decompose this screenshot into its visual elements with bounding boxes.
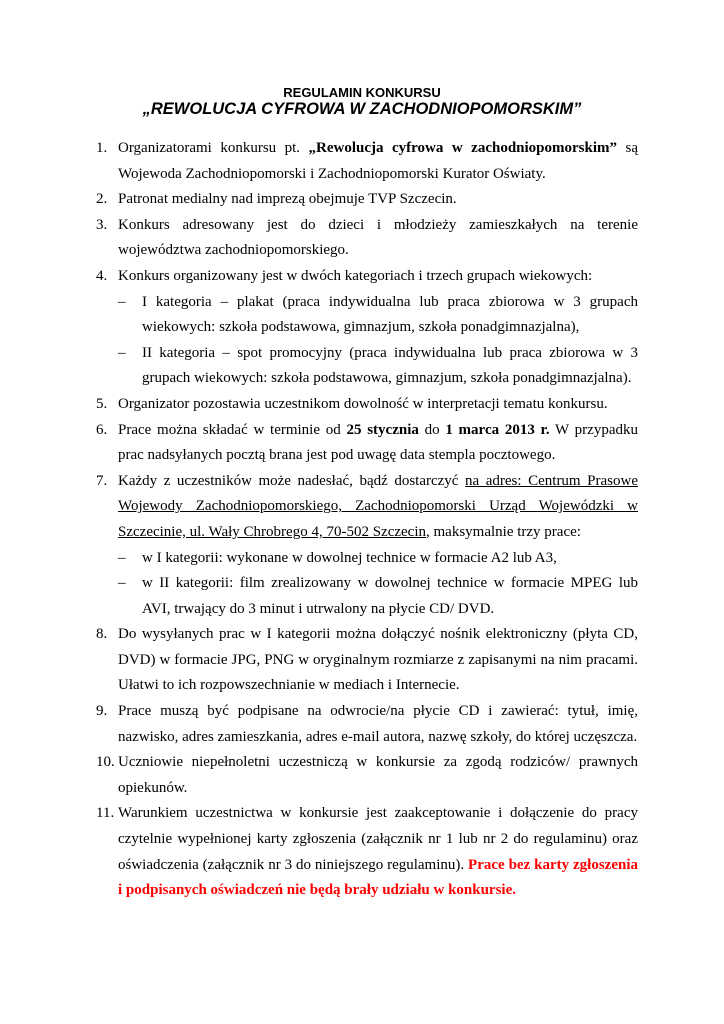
rule-number: 1. [96, 140, 108, 156]
document-subtitle: „REWOLUCJA CYFROWA W ZACHODNIOPOMORSKIM” [142, 100, 582, 118]
rule-text-part: Każdy z uczestników może nadesłać, bądź dostarczyć [118, 472, 466, 489]
rule-text-part: W przypadku prac nadsyłanych pocztą brana jest pod uwagę data stempla pocztowego. [118, 421, 638, 464]
rule-text-part: są Wojewoda Zachodniopomorski i Zachodniopomorski Kurator Oświaty. [118, 140, 639, 182]
rule-text [118, 136, 638, 187]
submission-address: na adres: Centrum Prasowe Wojewody Zachodniopomorskiego, Zachodniopomorski Urząd Wojewódzki w Szczecinie, ul. Wały Chrobrego 4, 70-502 Szczecin [118, 472, 638, 540]
sub-item [118, 290, 638, 341]
rule-text [118, 418, 638, 469]
sub-item-text: w I kategorii: wykonane w dowolnej technice w formacie A2 lub A3, [142, 549, 557, 566]
rule-text [118, 469, 638, 546]
sub-item [118, 341, 638, 392]
rule-text-part: Warunkiem uczestnictwa w konkursie jest zaakceptowanie i dołączenie do pracy czytelnie wypełnionej karty zgłoszenia (załącznik nr 1 lub nr 2 do regulaminu) oraz oświadczenia (załącznik nr 3 do niniejszego regulaminu). [118, 805, 638, 873]
dash-bullet: – [118, 344, 126, 361]
rule-number: 11. [96, 805, 115, 822]
rule-item [96, 392, 638, 418]
rule-item [96, 187, 638, 213]
rule-item [96, 136, 638, 187]
rule-number: 4. [96, 267, 108, 284]
rule-item [96, 801, 638, 903]
rules-list [96, 136, 638, 904]
sub-item [118, 571, 638, 622]
rule-number: 8. [96, 626, 108, 643]
rule-item [96, 264, 638, 290]
rule-number: 6. [96, 421, 108, 438]
rule-text-part: Organizatorami konkursu pt. [118, 140, 309, 156]
rule-text: Organizator pozostawia uczestnikom dowolność w interpretacji tematu konkursu. [118, 395, 608, 412]
rule-number: 5. [96, 395, 108, 412]
rule-number: 3. [96, 216, 108, 233]
sub-item [118, 546, 638, 572]
rule-item [96, 750, 638, 801]
rule-number: 2. [96, 191, 108, 208]
rule-text: Konkurs organizowany jest w dwóch kategoriach i trzech grupach wiekowych: [118, 267, 593, 284]
rule-text-part: do [418, 421, 446, 438]
rule-number: 10. [96, 754, 115, 771]
rule-number: 7. [96, 472, 108, 489]
rule-item [96, 418, 638, 469]
dash-bullet: – [118, 293, 126, 310]
document-title: REGULAMIN KONKURSU [283, 85, 441, 100]
sub-item-text: w II kategorii: film zrealizowany w dowolnej technice w formacie MPEG lub AVI, trwający do 3 minut i utrwalony na płycie CD/ DVD. [142, 575, 638, 617]
rule-item [96, 699, 638, 750]
end-date: 1 marca 2013 r. [445, 421, 550, 438]
sub-item-text: II kategoria – spot promocyjny (praca indywidualna lub praca zbiorowa w 3 grupach wiekowych: szkoła podstawowa, gimnazjum, szkoła ponadgimnazjalna). [142, 344, 638, 387]
dash-bullet: – [118, 549, 126, 566]
rule-item [96, 469, 638, 546]
rule-item [96, 622, 638, 699]
rule-text: Patronat medialny nad imprezą obejmuje TVP Szczecin. [118, 191, 457, 208]
warning-text: Prace bez karty zgłoszenia i podpisanych oświadczeń nie będą brały udziału w konkursie. [118, 856, 639, 899]
rule-text-part: , maksymalnie trzy prace: [426, 523, 581, 540]
rule-number: 9. [96, 703, 108, 720]
rule-text: Uczniowie niepełnoletni uczestniczą w konkursie za zgodą rodziców/ prawnych opiekunów. [118, 754, 638, 796]
rule-item [96, 213, 638, 264]
start-date: 25 stycznia [346, 421, 419, 438]
contest-name: „Rewolucja cyfrowa w zachodniopomorskim” [308, 140, 618, 156]
rule-text: Prace muszą być podpisane na odwrocie/na płycie CD i zawierać: tytuł, imię, nazwisko, adres zamieszkania, adres e-mail autora, nazwę szkoły, do której uczęszcza. [118, 703, 638, 745]
rule-text-part: Prace można składać w terminie od [118, 421, 347, 438]
sub-item-text: I kategoria – plakat (praca indywidualna lub praca zbiorowa w 3 grupach wiekowych: szkoła podstawowa, gimnazjum, szkoła ponadgimnazjalna), [142, 293, 638, 336]
dash-bullet: – [118, 575, 126, 592]
rule-text: Do wysyłanych prac w I kategorii można dołączyć nośnik elektroniczny (płyta CD, DVD) w formacie JPG, PNG w oryginalnym rozmiarze z zapisanymi na nim pracami. Ułatwi to ich rozpowszechnianie w mediach i Internecie. [118, 626, 638, 694]
rule-text [118, 801, 638, 903]
rule-text: Konkurs adresowany jest do dzieci i młodzieży zamieszkałych na terenie województwa zachodniopomorskiego. [118, 216, 638, 259]
